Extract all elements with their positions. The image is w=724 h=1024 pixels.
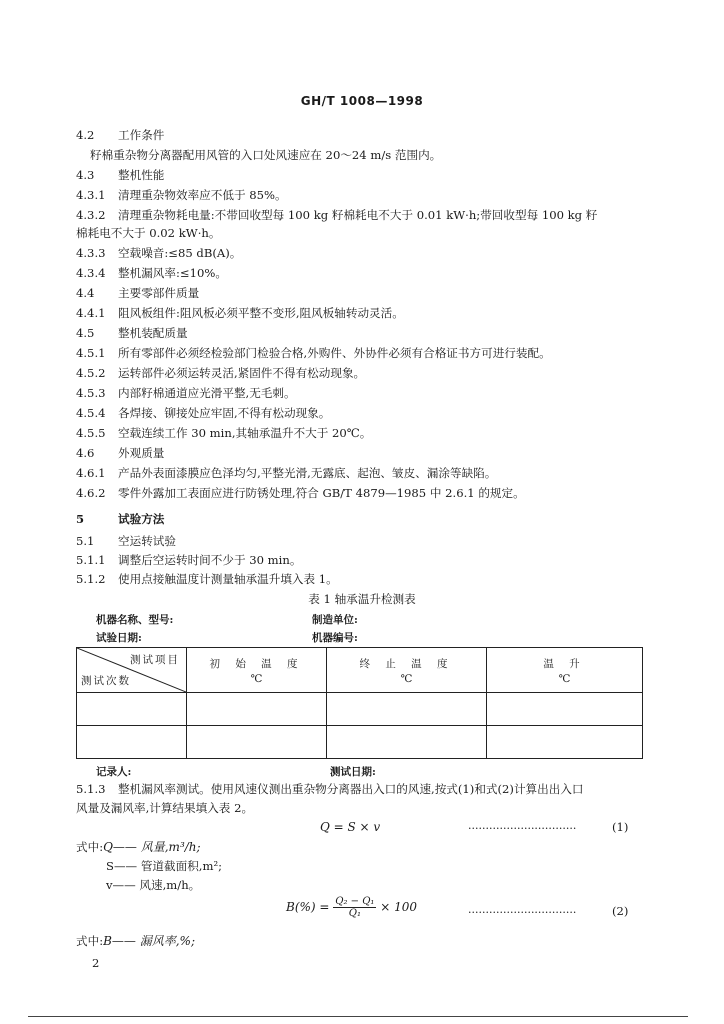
test-date2-label: 测试日期: xyxy=(330,766,376,778)
clause-4-3-4: 4.3.4 整机漏风率:≤10%。 xyxy=(76,266,227,280)
col-header-rise: 温 升 ℃ xyxy=(487,648,643,693)
formula-1-dots: ······························· xyxy=(468,822,577,835)
text-line: 棉耗电不大于 0.02 kW·h。 xyxy=(76,226,221,240)
bottom-rule xyxy=(28,1016,688,1017)
section-4-4: 4.4 主要零部件质量 xyxy=(76,286,200,300)
section-4-5: 4.5 整机装配质量 xyxy=(76,326,188,340)
recorder-label: 记录人: xyxy=(96,766,132,778)
test-date-label: 试验日期: xyxy=(96,632,142,644)
diag-top-label: 测试项目 xyxy=(130,654,180,666)
formula-1-number: (1) xyxy=(612,820,629,834)
col-header-initial: 初 始 温 度 ℃ xyxy=(187,648,327,693)
page-header: GH/T 1008—1998 xyxy=(300,94,424,108)
clause-4-5-2: 4.5.2 运转部件必须运转灵活,紧固件不得有松动现象。 xyxy=(76,366,366,380)
clause-4-5-5: 4.5.5 空载连续工作 30 min,其轴承温升不大于 20℃。 xyxy=(76,426,372,440)
clause-4-3-3: 4.3.3 空载噪音:≤85 dB(A)。 xyxy=(76,246,242,260)
clause-5-1-3: 5.1.3 整机漏风率测试。使用风速仪测出重杂物分离器出入口的风速,按式(1)和式(2)计算出出入口 xyxy=(76,782,584,796)
clause-4-6-2: 4.6.2 零件外露加工表面应进行防锈处理,符合 GB/T 4879—1985 中 2.6.1 的规定。 xyxy=(76,486,525,500)
temperature-table xyxy=(76,647,643,759)
diag-bottom-label: 测试次数 xyxy=(81,675,131,687)
maker-label: 制造单位: xyxy=(312,614,358,626)
formula-2-dots: ······························· xyxy=(468,906,577,919)
formula-2-fraction: $\frac{\text{Q₂ − Q₁}}{\text{Q₁}}$ xyxy=(335,896,375,919)
where-s: S—— 管道截面积,m²; xyxy=(106,859,223,873)
clause-4-6-1: 4.6.1 产品外表面漆膜应色泽均匀,平整光滑,无露底、起泡、皱皮、漏涂等缺陷。 xyxy=(76,466,497,480)
clause-5-1-2: 5.1.2 使用点接触温度计测量轴承温升填入表 1。 xyxy=(76,572,338,586)
where-v: v—— 风速,m/h。 xyxy=(106,878,201,892)
section-5-heading: 5 试验方法 xyxy=(76,512,165,526)
formula-2: B(%) = $\frac{\text{Q₂ − Q₁}}{\text{Q₁}}$ × 100 xyxy=(286,896,418,919)
section-5-1: 5.1 空运转试验 xyxy=(76,534,176,548)
clause-4-5-3: 4.5.3 内部籽棉通道应光滑平整,无毛刺。 xyxy=(76,386,296,400)
where-lead: 式中:Q—— 风量,m³/h; xyxy=(76,840,201,854)
section-4-3: 4.3 整机性能 xyxy=(76,168,165,182)
clause-4-5-4: 4.5.4 各焊接、铆接处应牢固,不得有松动现象。 xyxy=(76,406,331,420)
machine-name-label: 机器名称、型号: xyxy=(96,614,174,626)
text-line: 风量及漏风率,计算结果填入表 2。 xyxy=(76,801,254,815)
machine-no-label: 机器编号: xyxy=(312,632,358,644)
clause-4-5-1: 4.5.1 所有零部件必须经检验部门检验合格,外购件、外协件必须有合格证书方可进行装配。 xyxy=(76,346,551,360)
formula-2-number: (2) xyxy=(612,904,629,918)
col-header-final: 终 止 温 度 ℃ xyxy=(327,648,487,693)
table-row xyxy=(77,726,643,759)
diagonal-header-cell xyxy=(77,648,187,693)
table-header-row xyxy=(77,648,643,693)
clause-4-4-1: 4.4.1 阻风板组件:阻风板必须平整不变形,阻风板轴转动灵活。 xyxy=(76,306,404,320)
page-number: 2 xyxy=(92,956,100,970)
clause-5-1-1: 5.1.1 调整后空运转时间不少于 30 min。 xyxy=(76,553,302,567)
section-4-6: 4.6 外观质量 xyxy=(76,446,165,460)
formula-1: Q = S × v xyxy=(320,820,381,834)
where-b: 式中:B—— 漏风率,%; xyxy=(76,934,195,948)
table-row xyxy=(77,693,643,726)
text-line: 籽棉重杂物分离器配用风管的入口处风速应在 20～24 m/s 范围内。 xyxy=(90,148,442,162)
table-caption: 表 1 轴承温升检测表 xyxy=(308,592,416,606)
clause-4-3-1: 4.3.1 清理重杂物效率应不低于 85%。 xyxy=(76,188,287,202)
section-4-2: 4.2 工作条件 xyxy=(76,128,165,142)
clause-4-3-2: 4.3.2 清理重杂物耗电量:不带回收型每 100 kg 籽棉耗电不大于 0.01 kW·h;带回收型每 100 kg 籽 xyxy=(76,208,598,222)
